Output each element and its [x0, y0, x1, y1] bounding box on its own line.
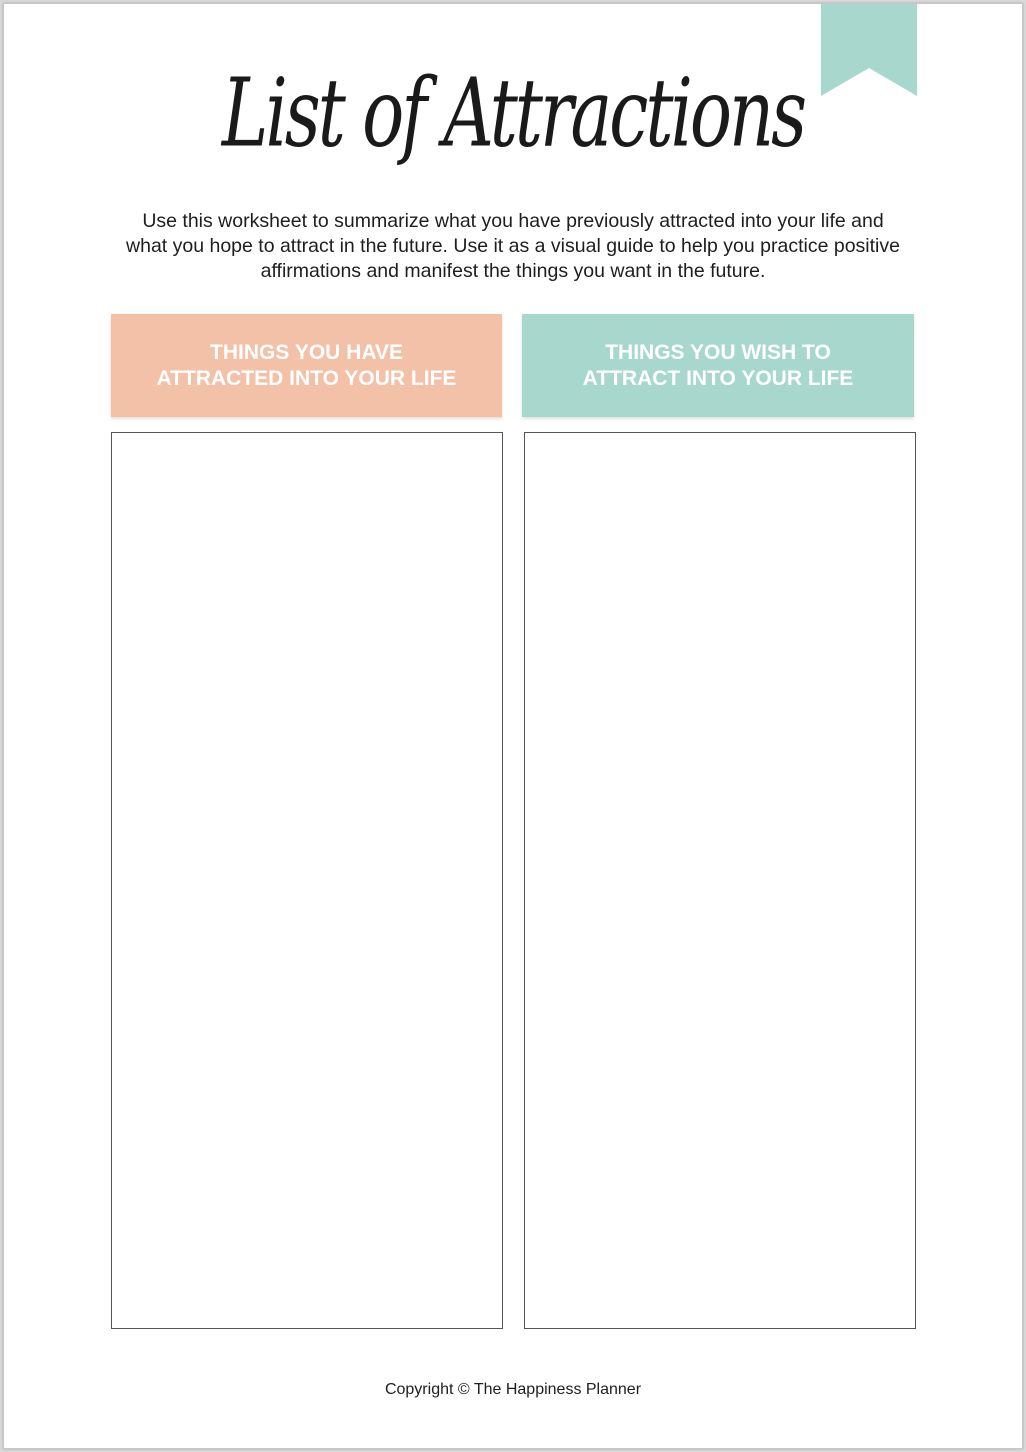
header-attracted — [111, 314, 502, 417]
header-wish-to-attract — [522, 314, 914, 417]
intro-text: Use this worksheet to summarize what you have previously attracted into your life and what you hope to attract in the future. Use it as a visual guide to help you practice positive affirmations and manifest the things you want in the future. — [126, 210, 900, 282]
attracted-writing-box[interactable] — [111, 432, 503, 1329]
page-title: List of Attractions — [221, 57, 805, 169]
wish-writing-box[interactable] — [524, 432, 916, 1329]
copyright-footer: Copyright © The Happiness Planner — [384, 1381, 642, 1398]
worksheet-page — [3, 3, 1023, 1449]
header-attracted-label: THINGS YOU HAVE ATTRACTED INTO YOUR LIFE — [156, 340, 457, 390]
header-wish-label: THINGS YOU WISH TO ATTRACT INTO YOUR LIFE — [582, 340, 854, 390]
